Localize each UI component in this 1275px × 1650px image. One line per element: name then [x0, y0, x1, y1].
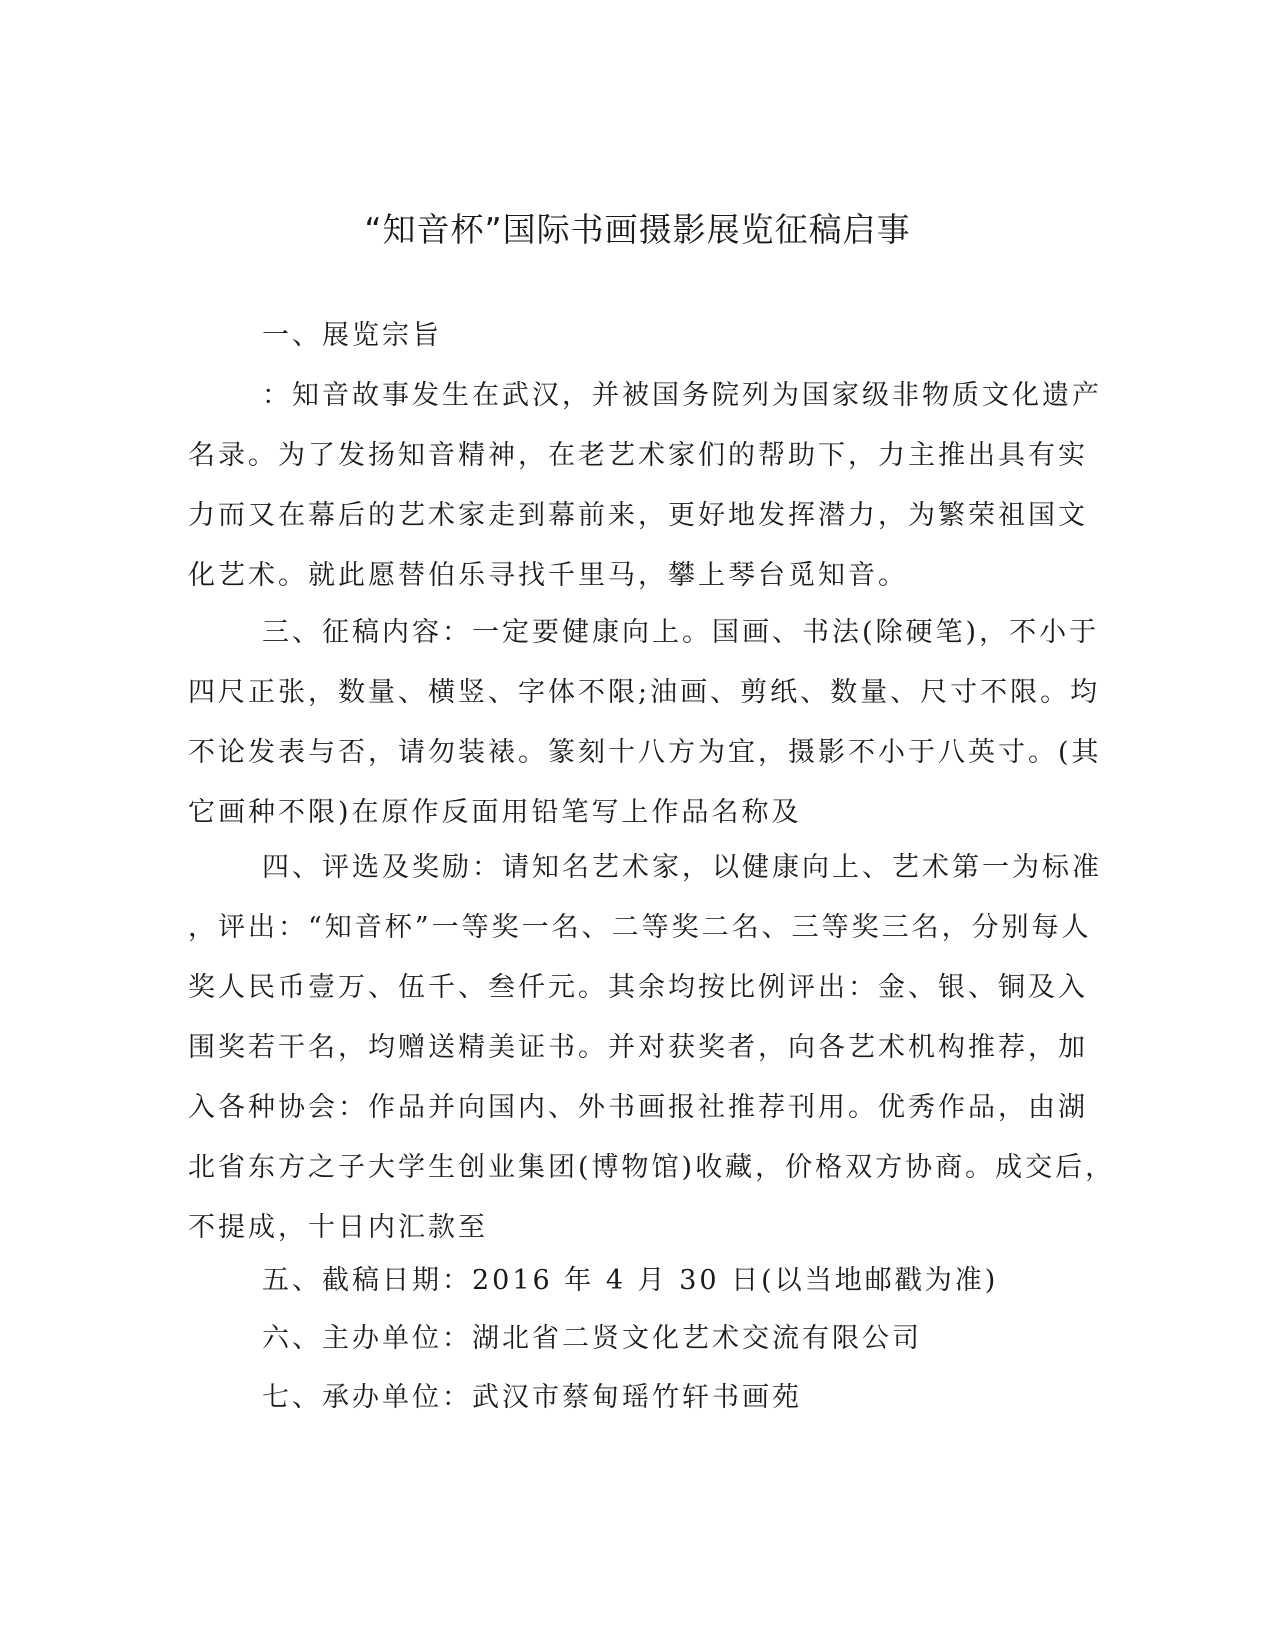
text-line: 化艺术。就此愿替伯乐寻找千里马，攀上琴台觅知音。: [188, 560, 908, 591]
text-line: ，评出：“知音杯”一等奖一名、二等奖二名、三等奖三名，分别每人: [188, 912, 1092, 943]
text-line: 四、评选及奖励：请知名艺术家，以健康向上、艺术第一为标准: [262, 852, 1102, 883]
section-deadline: [188, 1251, 1073, 1311]
text-line: 它画种不限)在原作反面用铅笔写上作品名称及: [188, 797, 802, 828]
text-line: 六、主办单位：湖北省二贤文化艺术交流有限公司: [262, 1323, 922, 1354]
text-line: 力而又在幕后的艺术家走到幕前来，更好地发挥潜力，为繁荣祖国文: [188, 500, 1088, 531]
section-purpose-heading: [188, 306, 1073, 366]
text-line: 入各种协会：作品并向国内、外书画报社推荐刊用。优秀作品，由湖: [188, 1092, 1088, 1123]
text-line: 不提成，十日内汇款至: [188, 1212, 488, 1243]
text-line: 北省东方之子大学生创业集团(博物馆)收藏，价格双方协商。成交后，: [188, 1152, 1116, 1183]
text-line: 一、展览宗旨: [262, 320, 442, 351]
text-line: 五、截稿日期：2016 年 4 月 30 日(以当地邮戳为准): [262, 1265, 999, 1296]
document-title: “知音杯”国际书画摄影展览征稿启事: [364, 210, 911, 249]
text-line: 奖人民币壹万、伍千、叁仟元。其余均按比例评出：金、银、铜及入: [188, 972, 1088, 1003]
text-line: 七、承办单位：武汉市蔡甸瑶竹轩书画苑: [262, 1382, 802, 1413]
text-line: 四尺正张，数量、横竖、字体不限;油画、剪纸、数量、尺寸不限。均: [188, 677, 1101, 708]
text-line: 三、征稿内容：一定要健康向上。国画、书法(除硬笔)，不小于: [262, 617, 1100, 648]
section-organizer: [188, 1309, 1073, 1369]
text-line: 围奖若干名，均赠送精美证书。并对获奖者，向各艺术机构推荐，加: [188, 1032, 1088, 1063]
section-purpose-body: [188, 366, 1102, 606]
section-awards: [188, 838, 1116, 1258]
section-content: [188, 603, 1102, 843]
text-line: 名录。为了发扬知音精神，在老艺术家们的帮助下，力主推出具有实: [188, 440, 1088, 471]
section-co-organizer: [188, 1368, 1073, 1428]
text-line: ：知音故事发生在武汉，并被国务院列为国家级非物质文化遗产: [262, 380, 1102, 411]
text-line: 不论发表与否，请勿装裱。篆刻十八方为宜，摄影不小于八英寸。(其: [188, 737, 1102, 768]
